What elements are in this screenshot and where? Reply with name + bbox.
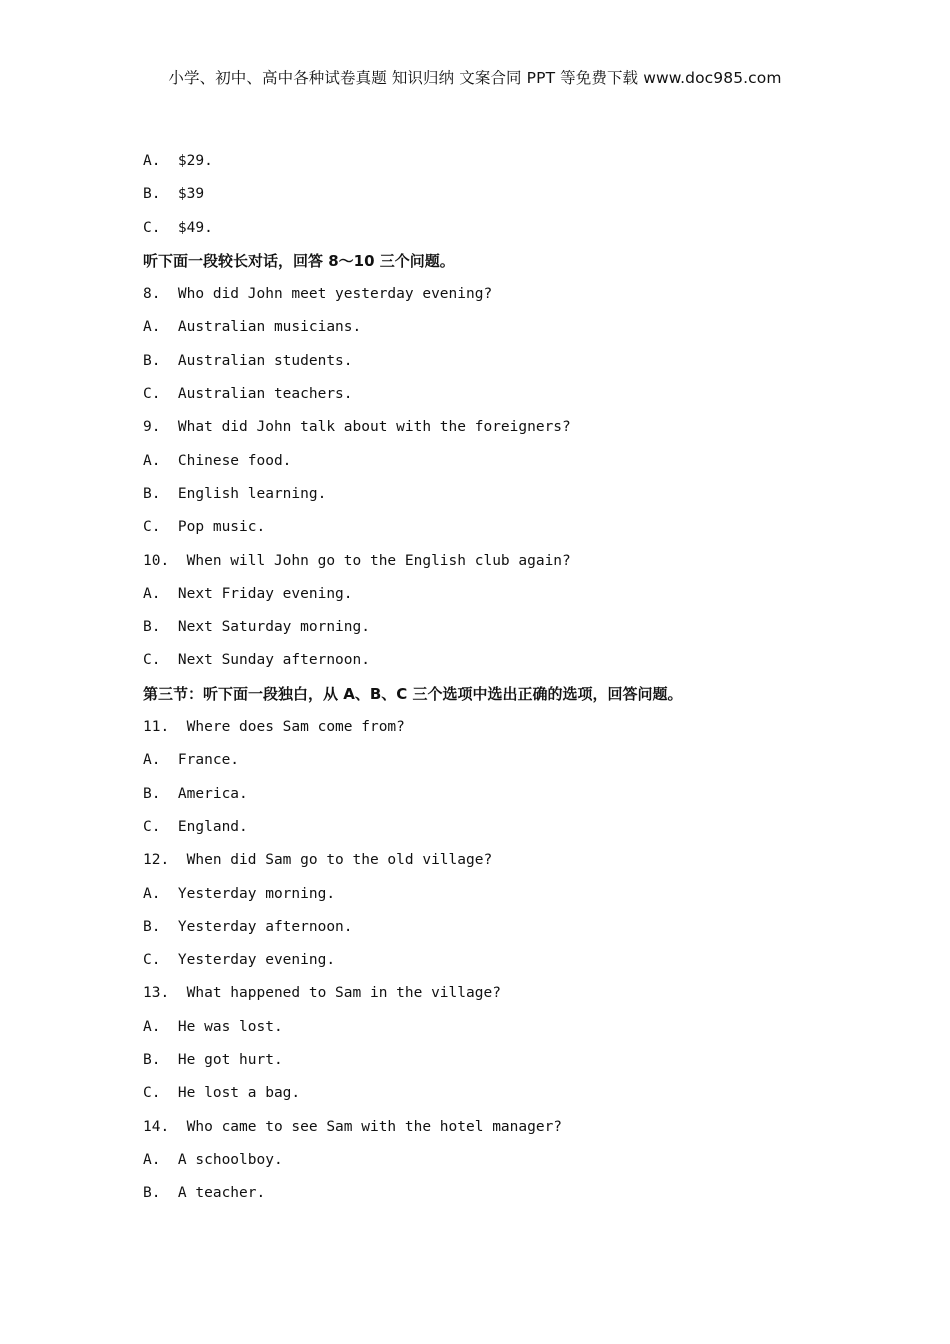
option-line: C. Next Sunday afternoon. [143,652,370,669]
option-line: B. Next Saturday morning. [143,619,370,636]
option-line: C. England. [143,818,248,835]
option-line: A. He was lost. [143,1018,283,1035]
option-line: A. Australian musicians. [143,319,362,336]
option-line: B. Australian students. [143,352,353,369]
question-line: 12. When did Sam go to the old village? [143,852,493,869]
document-body [143,150,863,1216]
option-line: B. Yesterday afternoon. [143,918,353,935]
option-line: A. France. [143,752,240,769]
question-line: 11. Where does Sam come from? [143,719,405,736]
option-line: C. Australian teachers. [143,386,353,403]
question-line: 14. Who came to see Sam with the hotel manager? [143,1118,563,1135]
option-line: B. He got hurt. [143,1052,283,1069]
option-line: C. Pop music. [143,519,266,536]
page-header: 小学、初中、高中各种试卷真题 知识归纳 文案合同 PPT 等免费下载 www.doc985.com [168,69,782,87]
option-line: B. English learning. [143,485,327,502]
option-line: A. Yesterday morning. [143,885,336,902]
question-line: 9. What did John talk about with the foreigners? [143,419,571,436]
option-line: A. A schoolboy. [143,1151,283,1168]
option-line: A. Chinese food. [143,452,292,469]
section-heading: 第三节：听下面一段独白，从 A、B、C 三个选项中选出正确的选项，回答问题。 [143,684,683,703]
question-line: 10. When will John go to the English club again? [143,552,571,569]
question-line: 8. Who did John meet yesterday evening? [143,286,493,303]
option-line: A. Next Friday evening. [143,585,353,602]
option-line: A. $29. [143,153,213,169]
option-line: C. $49. [143,219,213,236]
question-line: 13. What happened to Sam in the village? [143,985,501,1002]
option-line: C. He lost a bag. [143,1085,301,1102]
option-line: B. $39 [143,186,205,203]
option-line: B. A teacher. [143,1185,266,1202]
section-heading: 听下面一段较长对话，回答 8～10 三个问题。 [143,251,455,270]
option-line: C. Yesterday evening. [143,952,336,969]
option-line: B. America. [143,785,248,802]
